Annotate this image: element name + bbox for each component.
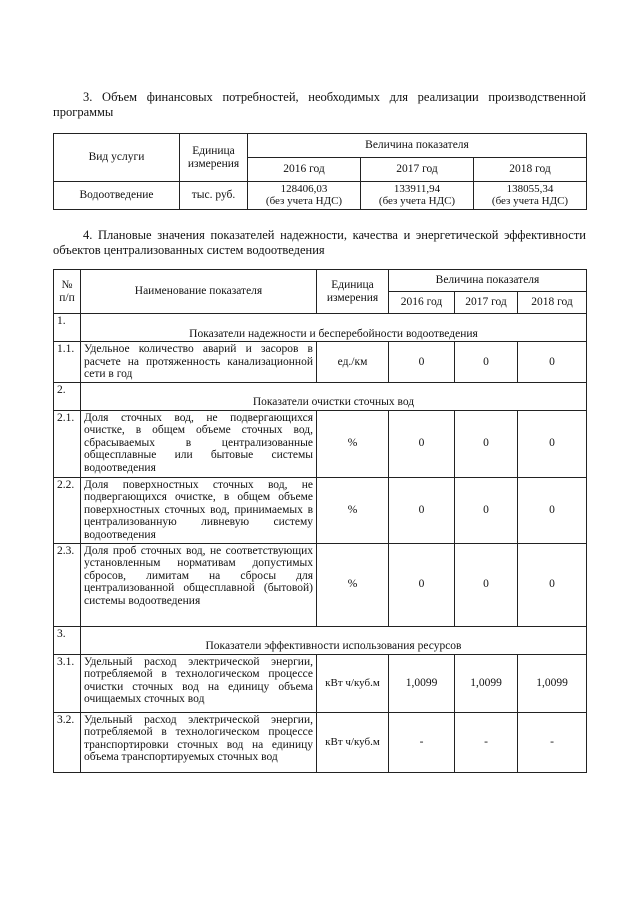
row-value: 0	[389, 477, 455, 543]
row-value: 0	[455, 543, 518, 626]
header-year: 2016 год	[389, 292, 455, 314]
row-value: 0	[455, 410, 518, 477]
row-value: 0	[455, 477, 518, 543]
header-value: Величина показателя	[248, 134, 587, 158]
group-title: Показатели очистки сточных вод	[81, 382, 587, 410]
row-value: -	[455, 712, 518, 772]
row-unit: кВт ч/куб.м	[317, 654, 389, 712]
row-value: 0	[518, 342, 587, 383]
row-unit: %	[317, 410, 389, 477]
row-value: 0	[389, 342, 455, 383]
row-value: 1,0099	[389, 654, 455, 712]
row-num: 3.1.	[54, 654, 81, 712]
row-num: 2.3.	[54, 543, 81, 626]
header-year: 2018 год	[474, 158, 587, 182]
row-unit: кВт ч/куб.м	[317, 712, 389, 772]
header-unit: Единица измерения	[180, 134, 248, 182]
row-value: 133911,94 (без учета НДС)	[361, 182, 474, 210]
row-value: 0	[455, 342, 518, 383]
row-value: -	[389, 712, 455, 772]
financial-needs-table	[53, 133, 587, 210]
group-title: Показатели эффективности использования ресурсов	[81, 626, 587, 654]
row-value: 1,0099	[455, 654, 518, 712]
row-value: 138055,34 (без учета НДС)	[474, 182, 587, 210]
group-num: 2.	[54, 382, 81, 410]
row-name: Удельный расход электрической энергии, потребляемой в технологическом процессе транспортировки сточных вод на единицу объема транспортируемых сточных вод	[81, 712, 317, 772]
header-value: Величина показателя	[389, 270, 587, 292]
row-name: Удельный расход электрической энергии, потребляемой в технологическом процессе очистки сточных вод на единицу объема очищаемых сточных вод	[81, 654, 317, 712]
row-value: -	[518, 712, 587, 772]
row-unit: %	[317, 477, 389, 543]
group-num: 3.	[54, 626, 81, 654]
row-unit: ед./км	[317, 342, 389, 383]
row-value: 128406,03 (без учета НДС)	[248, 182, 361, 210]
row-value: 0	[518, 477, 587, 543]
row-name: Доля проб сточных вод, не соответствующих установленным нормативам допустимых сбросов, лимитам на сбросы для централизованной общесплавной (бытовой) системы водоотведения	[81, 543, 317, 626]
header-num: № п/п	[54, 270, 81, 314]
section-4-heading: 4. Плановые значения показателей надежности, качества и энергетической эффективности объектов централизованных систем водоотведения	[53, 228, 586, 257]
group-title: Показатели надежности и бесперебойности водоотведения	[81, 314, 587, 342]
row-value: 0	[518, 410, 587, 477]
row-num: 2.2.	[54, 477, 81, 543]
row-service: Водоотведение	[54, 182, 180, 210]
header-year: 2016 год	[248, 158, 361, 182]
header-year: 2017 год	[455, 292, 518, 314]
row-num: 2.1.	[54, 410, 81, 477]
group-num: 1.	[54, 314, 81, 342]
row-value: 1,0099	[518, 654, 587, 712]
section-3-heading: 3. Объем финансовых потребностей, необходимых для реализации производственной программы	[53, 90, 586, 119]
row-num: 1.1.	[54, 342, 81, 383]
indicators-table	[53, 269, 587, 773]
row-value: 0	[389, 410, 455, 477]
header-year: 2018 год	[518, 292, 587, 314]
row-value: 0	[518, 543, 587, 626]
header-name: Наименование показателя	[81, 270, 317, 314]
row-name: Доля поверхностных сточных вод, не подвергающихся очистке, в общем объеме поверхностных сточных вод, принимаемых в централизованную ливневую систему водоотведения	[81, 477, 317, 543]
row-unit: %	[317, 543, 389, 626]
header-unit: Единица измерения	[317, 270, 389, 314]
row-value: 0	[389, 543, 455, 626]
row-name: Удельное количество аварий и засоров в расчете на протяженность канализационной сети в год	[81, 342, 317, 383]
row-name: Доля сточных вод, не подвергающихся очистке, в общем объеме сточных вод, сбрасываемых в централизованные общесплавные или бытовые системы водоотведения	[81, 410, 317, 477]
header-year: 2017 год	[361, 158, 474, 182]
row-unit: тыс. руб.	[180, 182, 248, 210]
row-num: 3.2.	[54, 712, 81, 772]
header-service: Вид услуги	[54, 134, 180, 182]
